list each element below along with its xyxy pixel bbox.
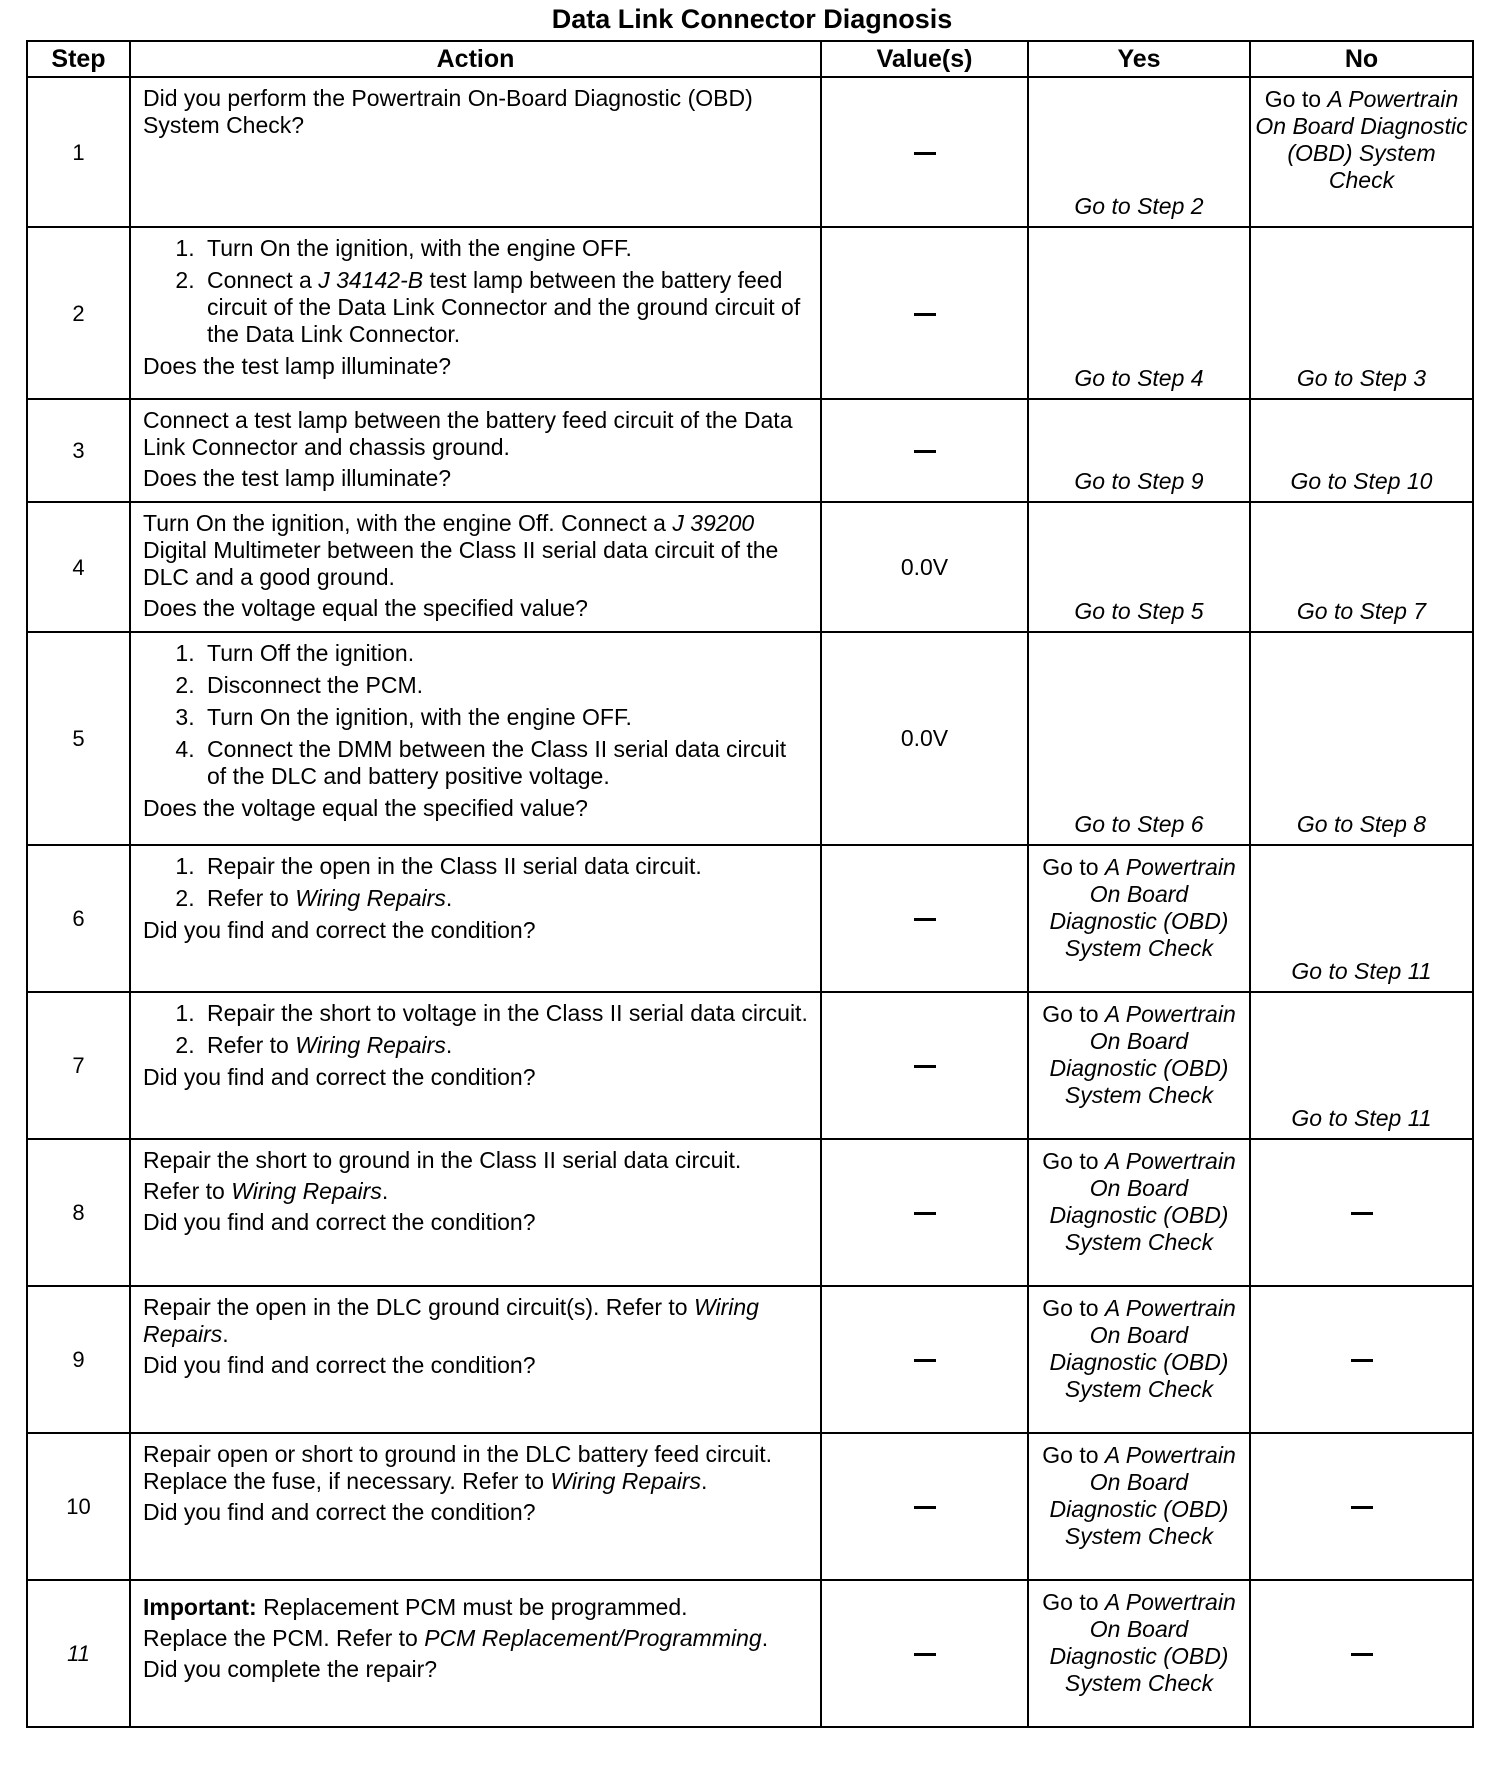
header-no: No: [1250, 41, 1473, 77]
yes-cell: Go to A Powertrain On Board Diagnostic (OBD) System Check: [1028, 992, 1250, 1139]
table-row: [27, 1139, 1473, 1286]
action-step-item: 2. Refer to Wiring Repairs.: [201, 1032, 810, 1059]
action-cell: [130, 77, 821, 227]
dash-mark: [914, 1359, 936, 1362]
action-question: Does the test lamp illuminate?: [143, 465, 452, 491]
action-question: Does the voltage equal the specified value?: [143, 795, 588, 821]
action-text: Refer to Wiring Repairs.: [143, 1178, 389, 1204]
action-cell: [130, 1580, 821, 1727]
yes-cell: Go to A Powertrain On Board Diagnostic (OBD) System Check: [1028, 1139, 1250, 1286]
header-values: Value(s): [821, 41, 1028, 77]
step-number: 7: [27, 992, 130, 1139]
action-cell: [130, 1139, 821, 1286]
step-number: 6: [27, 845, 130, 992]
action-cell: [130, 502, 821, 632]
step-number: 1: [27, 77, 130, 227]
dash-mark: [1351, 1653, 1373, 1656]
action-cell: [130, 1433, 821, 1580]
action-step-item: 1. Turn Off the ignition.: [201, 640, 810, 667]
no-cell: Go to Step 3: [1250, 227, 1473, 399]
no-cell: Go to A Powertrain On Board Diagnostic (OBD) System Check: [1250, 77, 1473, 227]
dash-mark: [1351, 1212, 1373, 1215]
value-cell: [821, 1286, 1028, 1433]
action-text: Repair the short to ground in the Class II serial data circuit.: [143, 1147, 742, 1173]
no-cell: Go to Step 8: [1250, 632, 1473, 845]
table-title: Data Link Connector Diagnosis: [551, 4, 953, 34]
action-question: Did you complete the repair?: [143, 1656, 438, 1682]
no-cell: Go to Step 10: [1250, 399, 1473, 502]
yes-cell: Go to A Powertrain On Board Diagnostic (OBD) System Check: [1028, 1433, 1250, 1580]
header-row: [27, 41, 1473, 77]
no-cell: [1250, 1580, 1473, 1727]
value-cell: [821, 227, 1028, 399]
dash-mark: [914, 313, 936, 316]
no-cell: [1250, 1286, 1473, 1433]
wiring-repairs-reference: Wiring Repairs: [295, 1032, 446, 1058]
table-row: [27, 502, 1473, 632]
action-question: Does the voltage equal the specified value?: [143, 595, 588, 621]
step-number: 9: [27, 1286, 130, 1433]
step-number: 4: [27, 502, 130, 632]
action-cell: [130, 632, 821, 845]
value-cell: [821, 1433, 1028, 1580]
no-cell: Go to Step 11: [1250, 845, 1473, 992]
diagnosis-table: [26, 40, 1474, 1728]
wiring-repairs-reference: Wiring Repairs: [295, 885, 446, 911]
table-row: [27, 992, 1473, 1139]
yes-cell: Go to A Powertrain On Board Diagnostic (OBD) System Check: [1028, 1286, 1250, 1433]
action-step-item: 3. Turn On the ignition, with the engine OFF.: [201, 704, 810, 731]
yes-cell: Go to Step 4: [1028, 227, 1250, 399]
action-question: Did you find and correct the condition?: [143, 917, 536, 943]
table-row: [27, 1433, 1473, 1580]
action-cell: [130, 845, 821, 992]
dash-mark: [914, 1653, 936, 1656]
action-step-item: 1. Repair the open in the Class II serial data circuit.: [201, 853, 810, 880]
action-step-item: 2. Disconnect the PCM.: [201, 672, 810, 699]
important-note: Important: Replacement PCM must be programmed.: [143, 1594, 688, 1620]
yes-cell: Go to Step 6: [1028, 632, 1250, 845]
no-cell: [1250, 1433, 1473, 1580]
action-question: Does the test lamp illuminate?: [143, 353, 452, 379]
table-row: [27, 399, 1473, 502]
value-cell: [821, 399, 1028, 502]
action-cell: [130, 992, 821, 1139]
step-number: 5: [27, 632, 130, 845]
table-row: [27, 632, 1473, 845]
value-cell: [821, 992, 1028, 1139]
action-text: Connect a test lamp between the battery feed circuit of the Data Link Connector and chassis ground.: [143, 407, 793, 460]
step-number: 10: [27, 1433, 130, 1580]
dash-mark: [1351, 1359, 1373, 1362]
value-cell: [821, 1580, 1028, 1727]
table-row: [27, 77, 1473, 227]
step-number: 11: [27, 1580, 130, 1727]
action-step-item: 1. Turn On the ignition, with the engine OFF.: [201, 235, 810, 262]
wiring-repairs-reference: Wiring Repairs: [550, 1468, 702, 1494]
table-row: [27, 1580, 1473, 1727]
yes-cell: Go to Step 2: [1028, 77, 1250, 227]
action-question: Did you find and correct the condition?: [143, 1499, 536, 1525]
header-yes: Yes: [1028, 41, 1250, 77]
tool-reference: J 39200: [672, 510, 755, 536]
dash-mark: [914, 1065, 936, 1068]
action-text: Repair the open in the DLC ground circuit(s). Refer to Wiring Repairs.: [143, 1294, 759, 1347]
no-cell: Go to Step 11: [1250, 992, 1473, 1139]
table-row: [27, 845, 1473, 992]
wiring-repairs-reference: Wiring Repairs: [143, 1294, 759, 1347]
dash-mark: [914, 918, 936, 921]
header-step: Step: [27, 41, 130, 77]
action-text: Did you perform the Powertrain On-Board Diagnostic (OBD) System Check?: [143, 85, 753, 138]
dash-mark: [914, 152, 936, 155]
tool-reference: J 34142-B: [318, 267, 424, 293]
action-cell: [130, 1286, 821, 1433]
yes-cell: Go to Step 9: [1028, 399, 1250, 502]
value-cell: [821, 77, 1028, 227]
table-row: [27, 1286, 1473, 1433]
step-number: 3: [27, 399, 130, 502]
dash-mark: [914, 1506, 936, 1509]
header-action: Action: [130, 41, 821, 77]
no-cell: Go to Step 7: [1250, 502, 1473, 632]
value-cell: 0.0V: [821, 632, 1028, 845]
action-text: Turn On the ignition, with the engine Off. Connect a J 39200 Digital Multimeter between the Class II serial data circuit of the DLC and a good ground.: [143, 510, 779, 590]
no-cell: [1250, 1139, 1473, 1286]
table-row: [27, 227, 1473, 399]
action-question: Did you find and correct the condition?: [143, 1209, 536, 1235]
pcm-replacement-reference: PCM Replacement/Programming: [424, 1625, 762, 1651]
yes-cell: Go to Step 5: [1028, 502, 1250, 632]
action-question: Did you find and correct the condition?: [143, 1064, 536, 1090]
dash-mark: [1351, 1506, 1373, 1509]
action-step-item: 2. Refer to Wiring Repairs.: [201, 885, 810, 912]
value-cell: [821, 1139, 1028, 1286]
step-number: 2: [27, 227, 130, 399]
wiring-repairs-reference: Wiring Repairs: [231, 1178, 382, 1204]
value-cell: 0.0V: [821, 502, 1028, 632]
action-step-item: 1. Repair the short to voltage in the Class II serial data circuit.: [201, 1000, 810, 1027]
action-text: Replace the PCM. Refer to PCM Replacement/Programming.: [143, 1625, 769, 1651]
step-number: 8: [27, 1139, 130, 1286]
action-cell: [130, 227, 821, 399]
action-text: Repair open or short to ground in the DLC battery feed circuit. Replace the fuse, if necessary. Refer to Wiring Repairs.: [143, 1441, 773, 1494]
dash-mark: [914, 1212, 936, 1215]
action-question: Did you find and correct the condition?: [143, 1352, 536, 1378]
dash-mark: [914, 450, 936, 453]
action-step-item: 4. Connect the DMM between the Class II serial data circuit of the DLC and battery positive voltage.: [201, 736, 810, 790]
yes-cell: Go to A Powertrain On Board Diagnostic (OBD) System Check: [1028, 1580, 1250, 1727]
action-step-item: 2. Connect a J 34142-B test lamp between the battery feed circuit of the Data Link Connector and the ground circuit of the Data Link Connector.: [201, 267, 810, 348]
value-cell: [821, 845, 1028, 992]
action-cell: [130, 399, 821, 502]
yes-cell: Go to A Powertrain On Board Diagnostic (OBD) System Check: [1028, 845, 1250, 992]
